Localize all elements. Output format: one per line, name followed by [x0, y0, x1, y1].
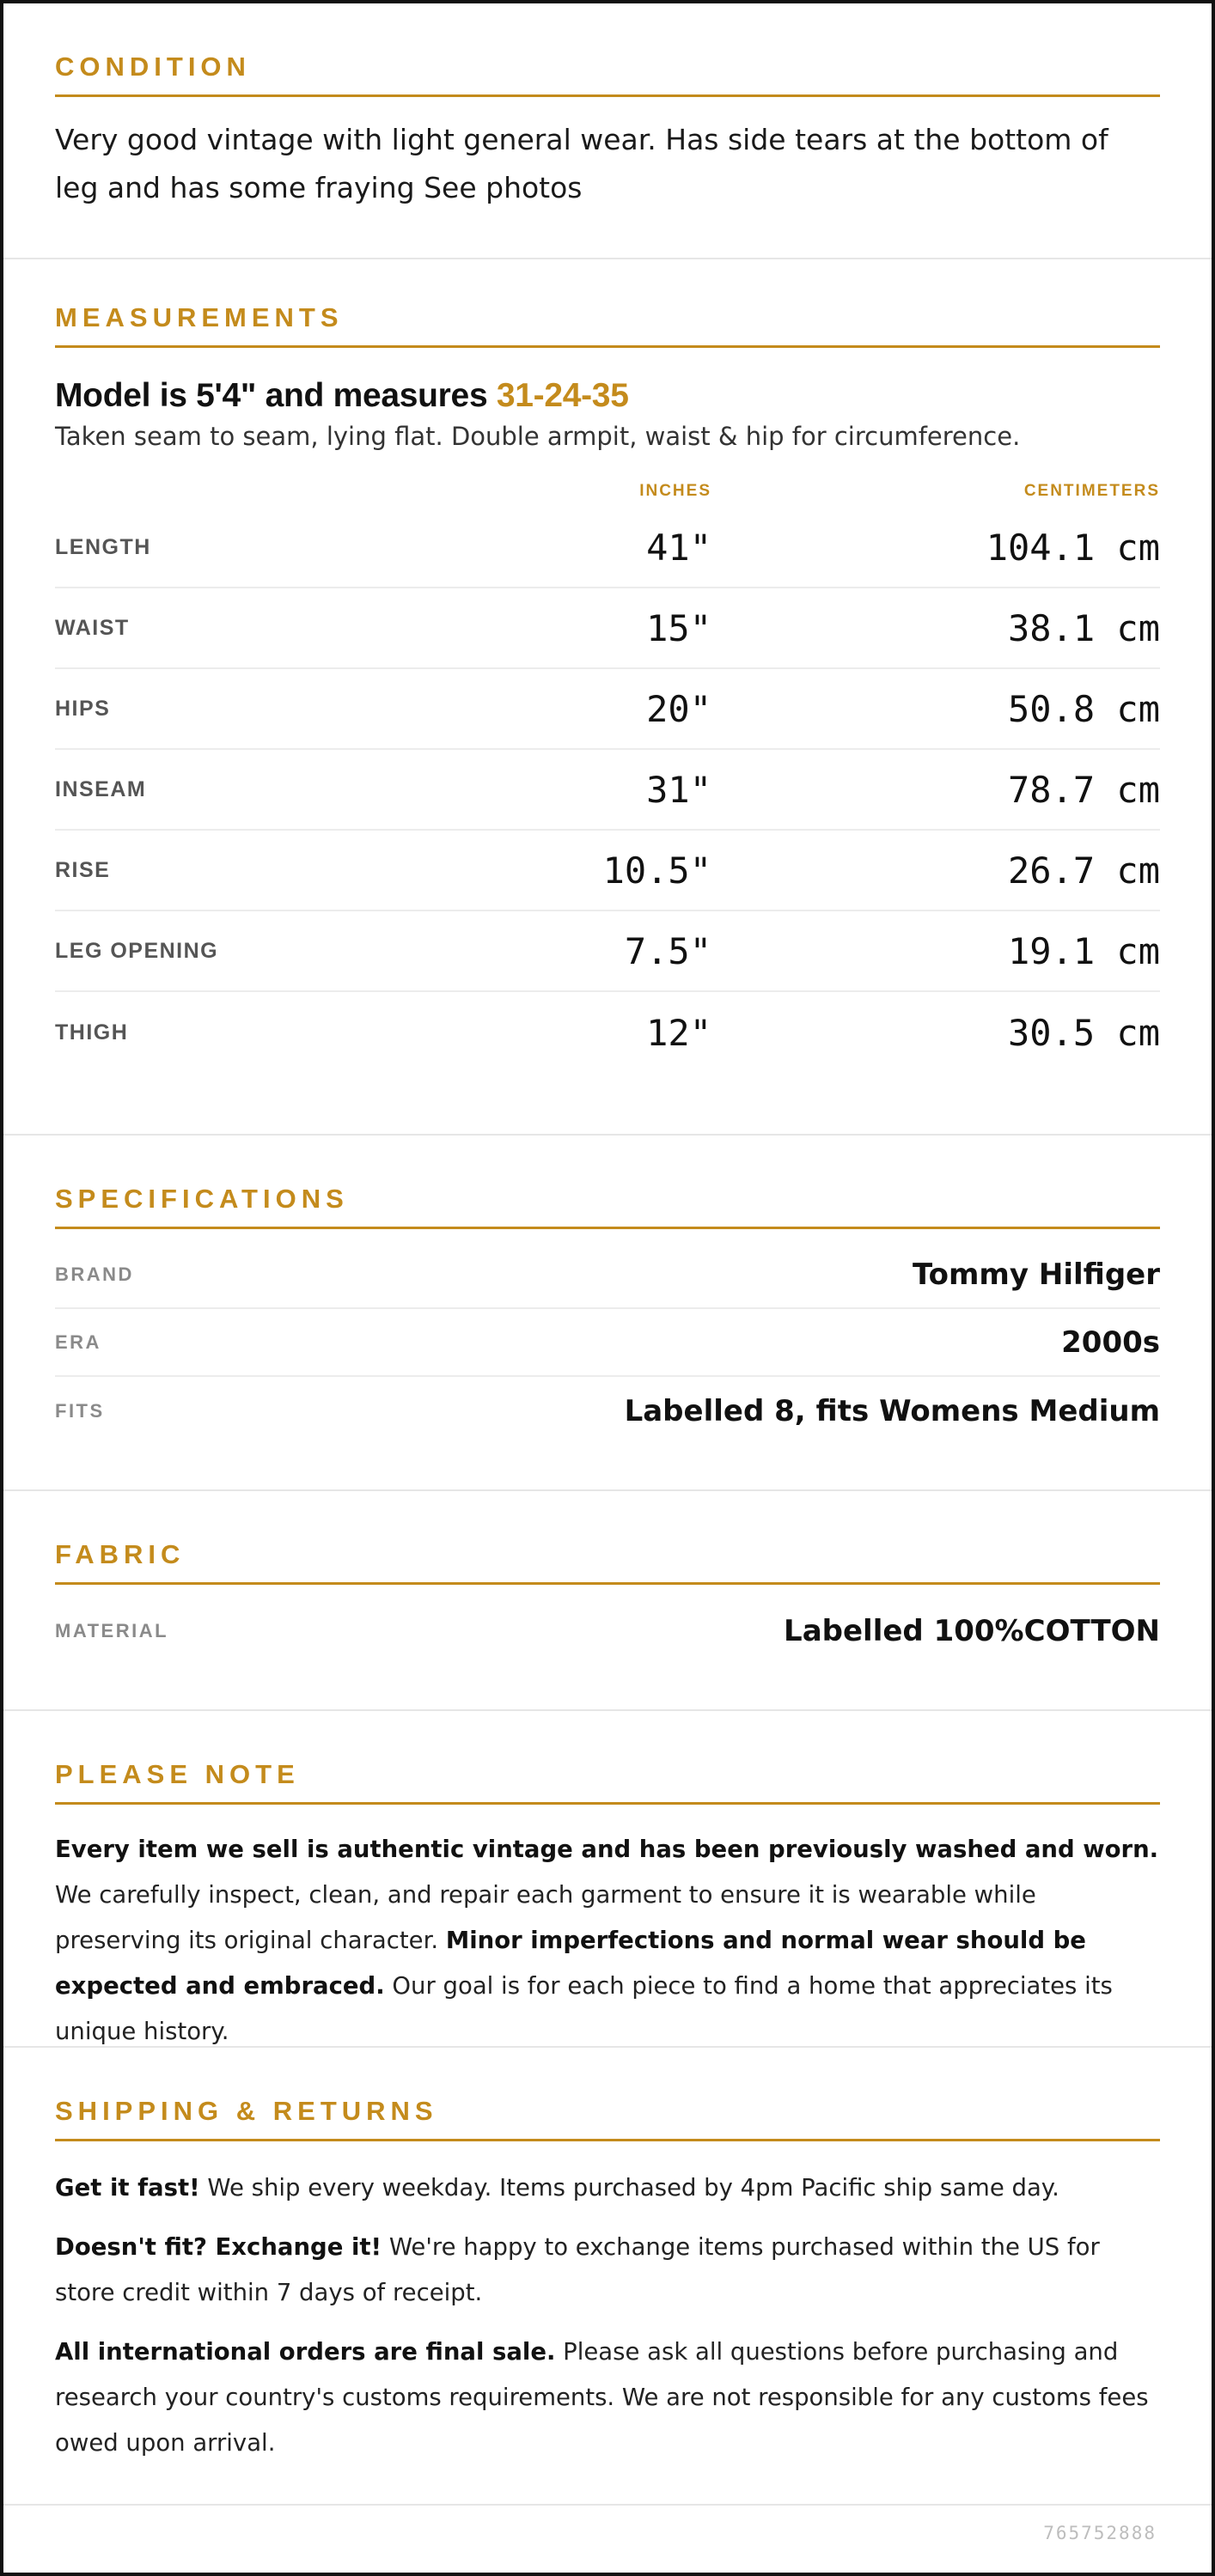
- measurement-cm: 19.1 cm: [1007, 929, 1160, 972]
- measurement-row-thigh: [55, 992, 1160, 1073]
- model-info: [55, 377, 1160, 415]
- spec-row-brand: [55, 1241, 1160, 1309]
- shipping-paragraph-2: [55, 2225, 1160, 2316]
- spec-row-era: [55, 1309, 1160, 1377]
- please-note-section: [3, 1711, 1212, 2048]
- measurement-cm: 104.1 cm: [986, 526, 1160, 569]
- inches-column-header: INCHES: [639, 482, 711, 500]
- measurement-inches: 7.5": [624, 929, 711, 972]
- model-prefix: Model is 5'4" and measures: [55, 377, 497, 414]
- note-text-1: We carefully inspect, clean, and repair each garment to ensure it is wearable while preserving its original character.: [55, 1881, 1036, 1954]
- fabric-list: [55, 1597, 1160, 1665]
- measurement-label: LEG OPENING: [55, 938, 219, 963]
- measurements-header: [55, 482, 1160, 508]
- measurement-label: LENGTH: [55, 534, 151, 559]
- shipping-content: [55, 2165, 1160, 2466]
- spec-label: ERA: [55, 1331, 101, 1353]
- shipping-paragraph-1: [55, 2165, 1160, 2211]
- footer: [3, 2506, 1212, 2571]
- spec-value: Labelled 8, fits Womens Medium: [624, 1393, 1160, 1428]
- spec-value: 2000s: [1061, 1325, 1160, 1360]
- measurement-cm: 38.1 cm: [1007, 606, 1160, 649]
- spec-value: Labelled 100%COTTON: [784, 1613, 1160, 1648]
- shipping-text-2: We're happy to exchange items purchased within the US for store credit within 7 days of receipt.: [55, 2233, 1100, 2306]
- specifications-title: SPECIFICATIONS: [55, 1184, 1160, 1229]
- condition-text: Very good vintage with light general wear. Has side tears at the bottom of leg and has some fraying See photos: [55, 123, 1108, 204]
- measurement-row-hips: [55, 669, 1160, 750]
- measurement-inches: 10.5": [602, 849, 711, 892]
- shipping-text-3: Please ask all questions before purchasing and research your country's customs requirements. We are not responsible for any customs fees owed upon arrival.: [55, 2338, 1149, 2457]
- measurement-row-inseam: [55, 750, 1160, 831]
- measurement-row-leg-opening: [55, 911, 1160, 992]
- specifications-list: [55, 1241, 1160, 1445]
- measurements-subtitle: Taken seam to seam, lying flat. Double armpit, waist & hip for circumference.: [55, 422, 1021, 451]
- condition-section: [3, 3, 1212, 259]
- measurement-inches: 31": [646, 768, 711, 811]
- measurement-label: RISE: [55, 857, 111, 882]
- shipping-paragraph-3: [55, 2329, 1160, 2466]
- measurement-inches: 20": [646, 687, 711, 730]
- please-note-text: [55, 1827, 1160, 2055]
- please-note-title: PLEASE NOTE: [55, 1759, 1160, 1805]
- model-measures: 31-24-35: [496, 377, 629, 414]
- condition-title: CONDITION: [55, 52, 1160, 97]
- note-bold-1: Every item we sell is authentic vintage and has been previously washed and worn.: [55, 1836, 1159, 1863]
- measurements-table: [55, 508, 1160, 1073]
- specifications-section: [3, 1136, 1212, 1491]
- measurement-row-rise: [55, 831, 1160, 911]
- fabric-section: [3, 1491, 1212, 1711]
- measurement-row-waist: [55, 588, 1160, 669]
- spec-row-material: [55, 1597, 1160, 1665]
- centimeters-column-header: CENTIMETERS: [1023, 482, 1160, 500]
- measurement-cm: 50.8 cm: [1007, 687, 1160, 730]
- spec-label: MATERIAL: [55, 1619, 169, 1641]
- item-id: 765752888: [1043, 2523, 1157, 2543]
- measurements-section: [3, 259, 1212, 1136]
- shipping-section: [3, 2048, 1212, 2506]
- shipping-text-1: We ship every weekday. Items purchased by 4pm Pacific ship same day.: [199, 2174, 1059, 2201]
- measurement-inches: 12": [646, 1011, 711, 1054]
- measurement-label: INSEAM: [55, 776, 147, 801]
- measurement-inches: 15": [646, 606, 711, 649]
- spec-label: FITS: [55, 1399, 105, 1422]
- shipping-bold-2: Doesn't fit? Exchange it!: [55, 2233, 382, 2261]
- measurement-label: HIPS: [55, 696, 111, 721]
- measurement-inches: 41": [646, 526, 711, 569]
- spec-value: Tommy Hilfiger: [912, 1257, 1160, 1292]
- measurement-cm: 30.5 cm: [1007, 1011, 1160, 1054]
- shipping-bold-3: All international orders are final sale.: [55, 2338, 556, 2366]
- note-bold-2: Minor imperfections and normal wear should be expected and embraced.: [55, 1927, 1086, 2000]
- measurement-cm: 78.7 cm: [1007, 768, 1160, 811]
- measurement-label: WAIST: [55, 615, 130, 640]
- shipping-bold-1: Get it fast!: [55, 2174, 200, 2201]
- spec-row-fits: [55, 1377, 1160, 1445]
- measurements-title: MEASUREMENTS: [55, 302, 1160, 348]
- measurement-row-length: [55, 508, 1160, 588]
- spec-label: BRAND: [55, 1263, 134, 1285]
- fabric-title: FABRIC: [55, 1539, 1160, 1585]
- measurement-cm: 26.7 cm: [1007, 849, 1160, 892]
- measurement-label: THIGH: [55, 1020, 129, 1044]
- note-text-2: Our goal is for each piece to find a home that appreciates its unique history.: [55, 1972, 1113, 2045]
- shipping-title: SHIPPING & RETURNS: [55, 2096, 1160, 2141]
